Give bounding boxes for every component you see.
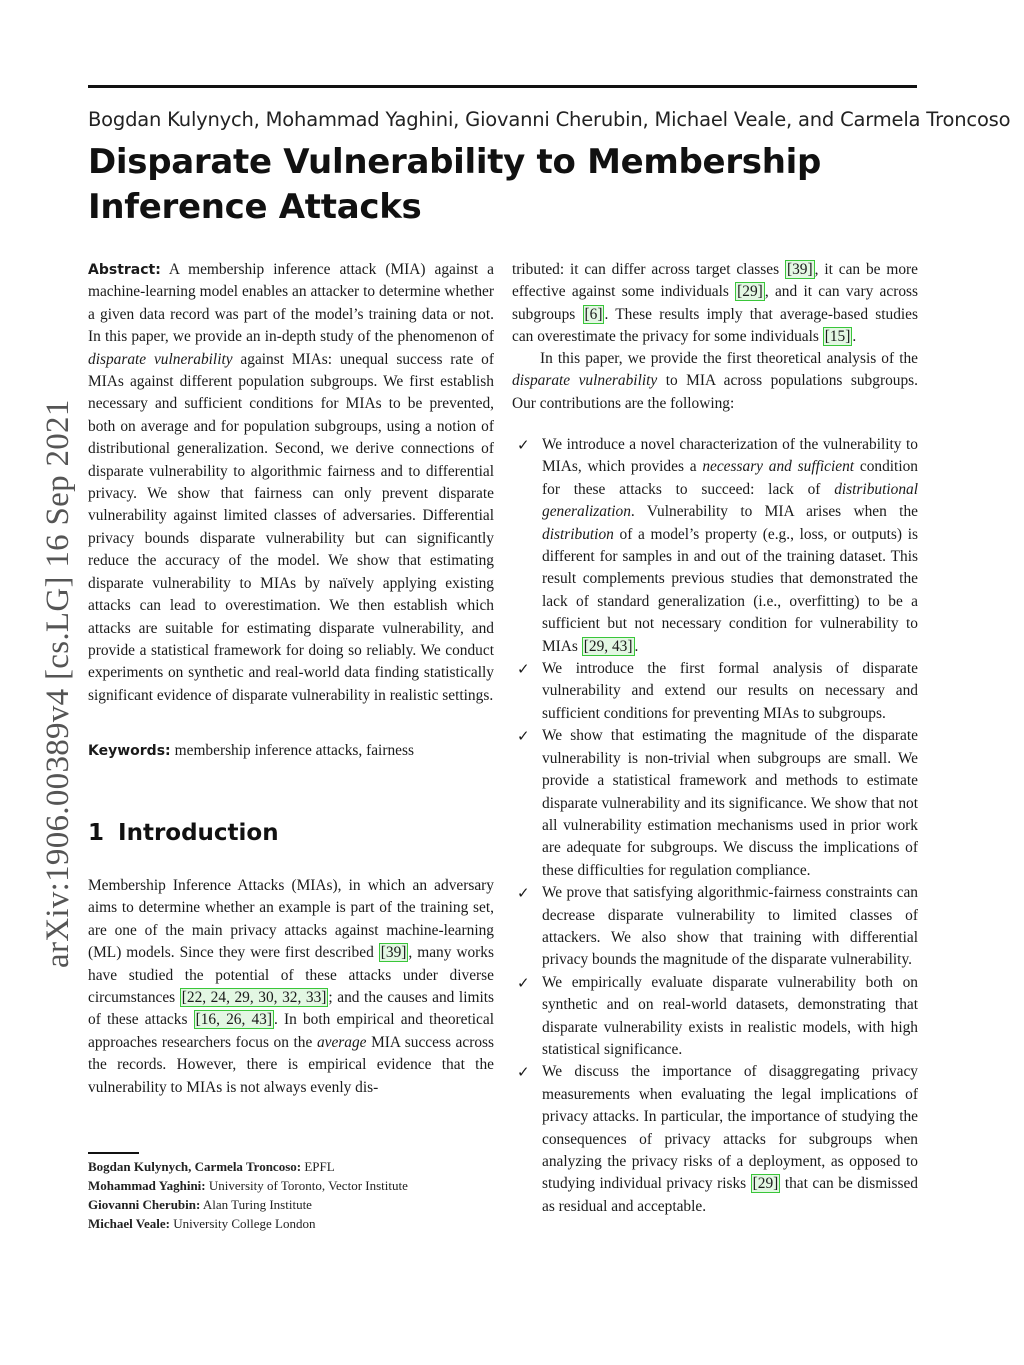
intro-text: to MIA across populations subgroups. Our contributions are the following:: [512, 372, 918, 412]
footnote-affil: University of Toronto, Vector Institute: [208, 1178, 408, 1193]
intro-text: MIA success across the records. However, there is empirical evidence that the vulnerability to MIAs is not always evenly dis-: [88, 1033, 494, 1096]
intro-text: Membership Inference Attacks (MIAs), in which an adversary aims to determine whether an example is part of the training set, are one of the main privacy attacks against machine-learning (ML) models. Since they were first described: [88, 877, 494, 962]
contribution-emphasis: distributional generalization: [542, 480, 918, 521]
contribution-text: .: [634, 637, 639, 655]
author-list: Bogdan Kulynych, Mohammad Yaghini, Giovanni Cherubin, Michael Veale, and Carmela Troncoso: [88, 108, 1011, 131]
list-item: [512, 1061, 918, 1218]
contribution-text: We show that estimating the magnitude of the disparate vulnerability is non-trivial when subgroups are small. We provide a statistical framework and methods to estimate disparate vulnerability and its significance. We show that not all vulnerability estimation mechanisms used in prior work are adequate for subgroups. We discuss the implications of these difficulties for regulation compliance.: [542, 727, 918, 879]
contribution-text: We discuss the importance of disaggregating privacy measurements when evaluating the legal implications of privacy attacks. In particular, the importance of studying the consequences of privacy attacks for subgroups when analyzing the privacy risks of a deployment, as opposed to studying individual privacy risks: [542, 1063, 918, 1193]
list-item: [512, 882, 918, 972]
intro-text: , it can be more effective against some individuals: [512, 261, 918, 301]
intro-text: . These results imply that average-based studies can overestimate the privacy for some individuals: [512, 305, 919, 346]
arxiv-identifier: arXiv:1906.00389v4 [cs.LG] 16 Sep 2021: [40, 399, 76, 968]
contribution-text: that can be dismissed as residual and acceptable.: [542, 1175, 918, 1215]
citation-link[interactable]: [6]: [584, 305, 603, 323]
footnote-names: Giovanni Cherubin:: [88, 1197, 201, 1212]
keywords-label: Keywords:: [88, 743, 171, 759]
contribution-emphasis: distribution: [542, 525, 614, 543]
contribution-text: . Vulnerability to MIA arises when the: [630, 503, 918, 521]
contribution-text: We empirically evaluate disparate vulnerability both on synthetic and on real-world datasets, demonstrating that disparate vulnerability exists in realistic models, with high statistical significance.: [542, 973, 918, 1058]
contribution-text: We introduce a novel characterization of the vulnerability to MIAs, which provides a: [542, 436, 918, 476]
check-icon: ✓: [517, 436, 530, 454]
citation-link[interactable]: [39]: [786, 261, 813, 278]
abstract-label: Abstract:: [88, 262, 161, 278]
footnote-names: Michael Veale:: [88, 1216, 170, 1231]
introduction-paragraph-1: [88, 875, 494, 1099]
introduction-paragraph-1-continued: [512, 259, 918, 349]
introduction-paragraph-2: [512, 348, 918, 415]
intro-text: . In both empirical and theoretical approaches researchers focus on the: [88, 1011, 494, 1051]
abstract: [88, 259, 494, 707]
intro-emphasis: average: [316, 1033, 367, 1051]
check-icon: ✓: [517, 973, 530, 992]
intro-text: ; and the causes and limits of these attacks: [88, 989, 495, 1029]
check-icon: ✓: [517, 1063, 530, 1082]
list-item: [512, 972, 918, 1062]
contribution-text: of a model’s property (e.g., loss, or outputs) is different for samples in and out of the training dataset. This result complements previous studies that demonstrated the lack of standard generalization (i.e., overfitting) to be a sufficient but not necessary condition for vulnerability to MIAs: [542, 525, 918, 655]
title-line-2: Inference Attacks: [88, 187, 422, 227]
paper-title: [88, 140, 908, 230]
citation-link[interactable]: [22, 24, 29, 30, 32, 33]: [181, 989, 327, 1007]
abstract-text-a: A membership inference attack (MIA) against a machine-learning model enables an attacker to determine whether a given data record was part of the model’s training data or not. In this paper, we provide an in-depth study of the phenomenon of: [88, 261, 494, 346]
footnote-affiliation: [88, 1176, 508, 1196]
intro-text: .: [852, 328, 857, 346]
intro-text: , many works have studied the potential of these attacks under diverse circumstances: [88, 944, 494, 1007]
section-heading-introduction: [88, 820, 279, 846]
contribution-emphasis: necessary and sufficient: [702, 458, 855, 476]
list-item: [512, 434, 918, 658]
abstract-emphasis: disparate vulnerability: [88, 350, 233, 368]
keywords: [88, 740, 494, 762]
footnote-names: Mohammad Yaghini:: [88, 1178, 206, 1193]
contribution-list: [512, 434, 918, 1218]
check-icon: ✓: [517, 660, 530, 679]
abstract-text-b: against MIAs: unequal success rate of MIAs against different population subgroups. We first establish necessary and sufficient conditions for MIAs to be prevented, both on average and for population subgroups, using a notion of distributional generalization. Second, we derive connections of disparate vulnerability to algorithmic fairness and to differential privacy. We show that fairness can only prevent disparate vulnerability against limited classes of adversaries. Differential privacy bounds disparate vulnerability but can significantly reduce the accuracy of the model. We show that estimating disparate vulnerability to MIAs by naïvely applying existing attacks can lead to overestimation. We then establish which attacks are suitable for estimating disparate vulnerability, and provide a statistical framework for doing so reliably. We conduct experiments on synthetic and real-world data finding statistically significant evidence of disparate vulnerability in realistic settings.: [88, 350, 494, 704]
footnote-affil: Alan Turing Institute: [202, 1197, 312, 1212]
citation-link[interactable]: [29]: [737, 283, 763, 301]
section-title: Introduction: [118, 820, 279, 846]
intro-text: In this paper, we provide the first theoretical analysis of the: [540, 350, 918, 367]
footnote-names: Bogdan Kulynych, Carmela Troncoso:: [88, 1159, 302, 1174]
contribution-text: We prove that satisfying algorithmic-fairness constraints can decrease disparate vulnerability to limited classes of attackers. We also show that training with differential privacy bounds the magnitude of the disparate vulnerability.: [542, 884, 918, 969]
contribution-text: condition for these attacks to succeed: lack of: [542, 458, 918, 498]
intro-text: tributed: it can differ across target classes: [512, 261, 785, 278]
citation-link[interactable]: [29, 43]: [583, 637, 633, 655]
title-line-1: Disparate Vulnerability to Membership: [88, 142, 822, 182]
intro-text: , and it can vary across subgroups: [512, 283, 918, 323]
section-number: 1: [88, 820, 105, 846]
keywords-text: membership inference attacks, fairness: [174, 742, 414, 759]
check-icon: ✓: [517, 727, 530, 746]
footnote-rule: [88, 1152, 139, 1154]
citation-link[interactable]: [16, 26, 43]: [195, 1011, 272, 1029]
contribution-text: We introduce the first formal analysis of disparate vulnerability and extend our results on necessary and sufficient conditions for preventing MIAs to subgroups.: [542, 660, 918, 722]
footnote-affil: EPFL: [304, 1159, 335, 1174]
top-rule: [88, 85, 917, 88]
citation-link[interactable]: [15]: [824, 328, 851, 346]
check-icon: ✓: [517, 884, 530, 903]
list-item: [512, 658, 918, 725]
footnote-affiliation: [88, 1195, 508, 1215]
list-item: [512, 725, 918, 882]
footnote-affiliation: [88, 1157, 508, 1177]
citation-link[interactable]: [29]: [752, 1175, 779, 1193]
footnote-affil: University College London: [173, 1216, 316, 1231]
intro-emphasis: disparate vulnerability: [512, 372, 658, 390]
footnote-affiliation: [88, 1214, 508, 1234]
citation-link[interactable]: [39]: [380, 944, 407, 962]
